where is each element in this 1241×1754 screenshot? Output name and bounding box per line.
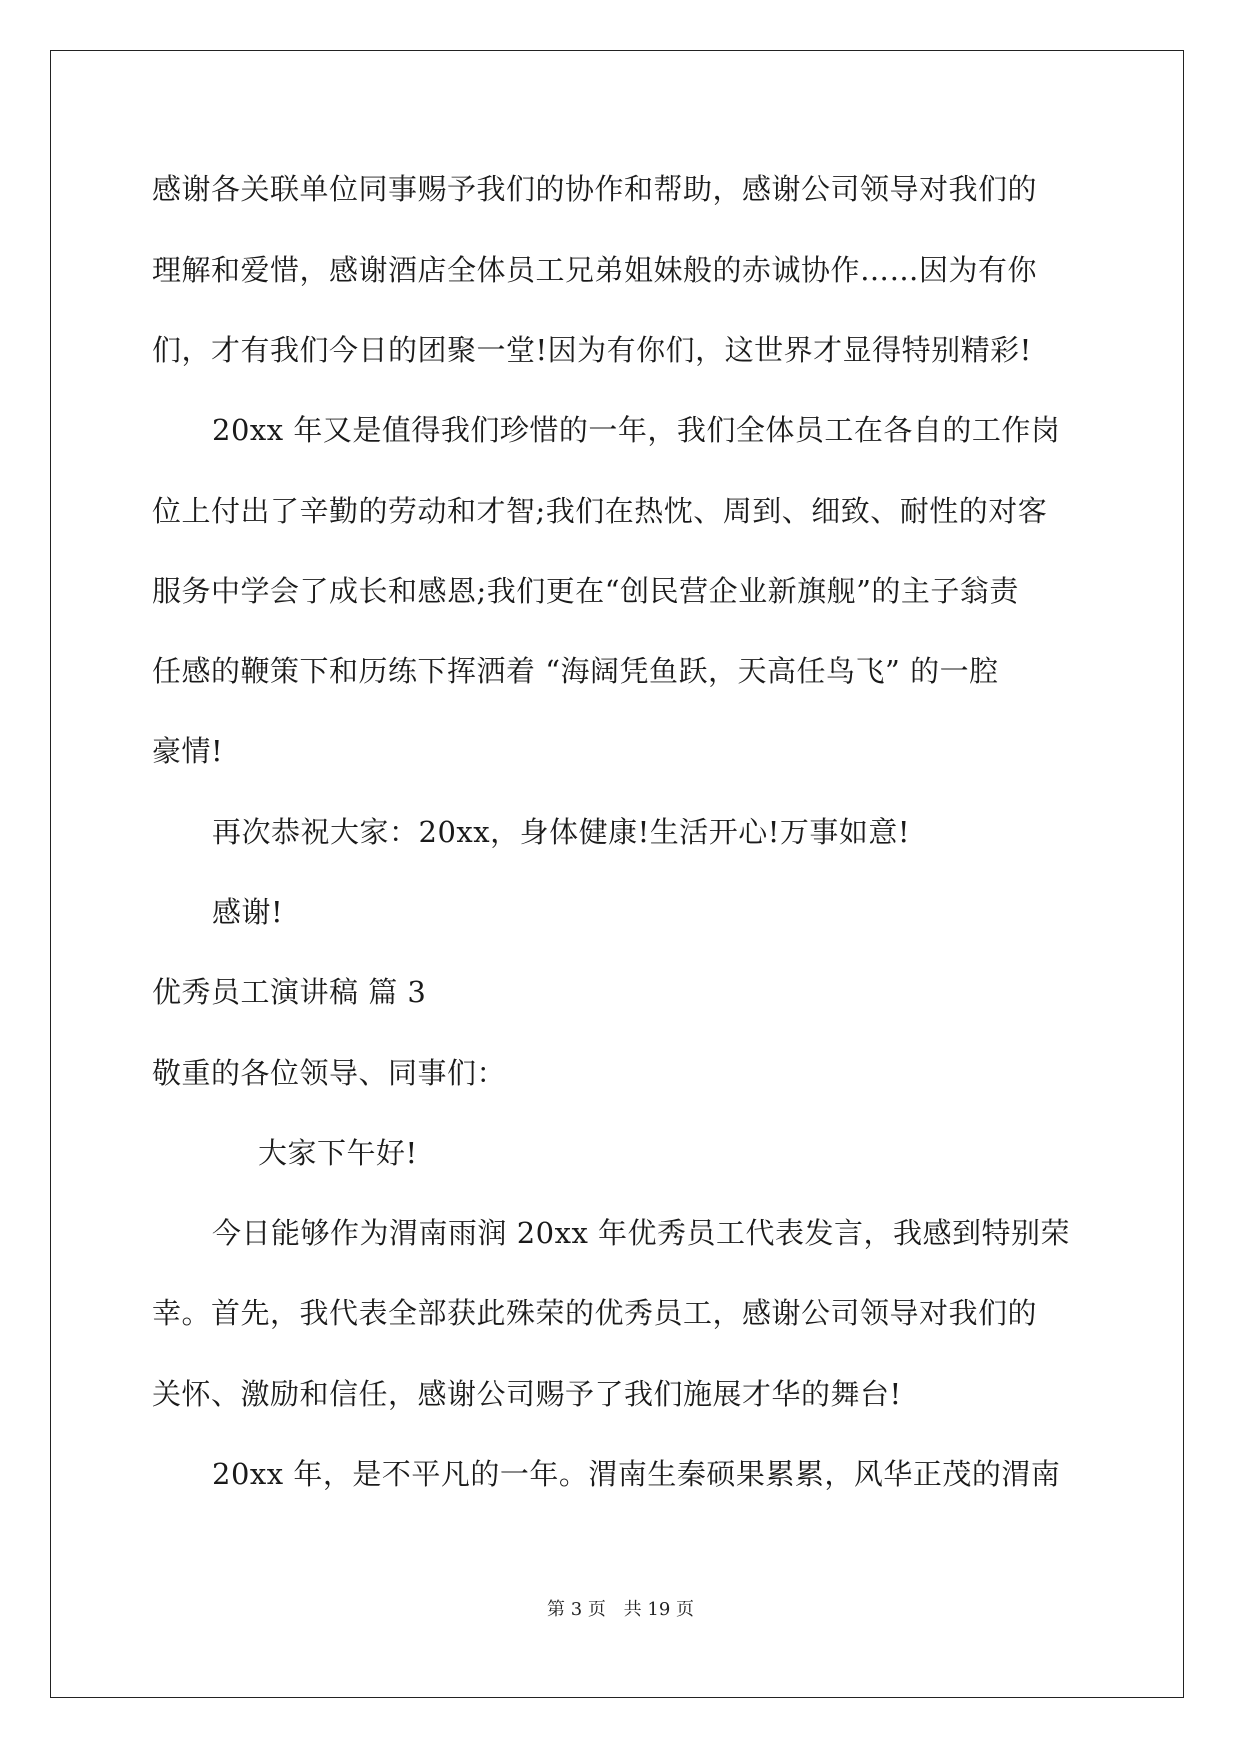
page-border: [50, 50, 1184, 1698]
text-line: 关怀、激励和信任，感谢公司赐予了我们施展才华的舞台!: [152, 1377, 902, 1411]
paragraph-start: 20xx 年又是值得我们珍惜的一年，我们全体员工在各自的工作岗: [212, 413, 1061, 447]
greeting: 大家下午好!: [258, 1136, 418, 1170]
page-total: 共 19 页: [623, 1599, 694, 1620]
page-number: 第 3 页: [547, 1599, 606, 1620]
text-line: 感谢各关联单位同事赐予我们的协作和帮助，感谢公司领导对我们的: [152, 172, 1038, 206]
text-line: 豪情!: [152, 734, 224, 768]
closing-thanks: 感谢!: [212, 895, 284, 929]
text-line: 服务中学会了成长和感恩;我们更在“创民营企业新旗舰”的主子翁责: [152, 574, 1019, 608]
text-line: 任感的鞭策下和历练下挥洒着 “海阔凭鱼跃，天高任鸟飞” 的一腔: [152, 654, 999, 688]
page-footer: [0, 1598, 1241, 1622]
salutation: 敬重的各位领导、同事们：: [152, 1056, 507, 1090]
paragraph-start: 20xx 年，是不平凡的一年。渭南生秦硕果累累，风华正茂的渭南: [212, 1457, 1061, 1491]
text-line: 幸。首先，我代表全部获此殊荣的优秀员工，感谢公司领导对我们的: [152, 1296, 1038, 1330]
text-line: 位上付出了辛勤的劳动和才智;我们在热忱、周到、细致、耐性的对客: [152, 494, 1048, 528]
text-line: 理解和爱惜，感谢酒店全体员工兄弟姐妹般的赤诚协作……因为有你: [152, 253, 1038, 287]
section-heading: 优秀员工演讲稿 篇 3: [152, 975, 427, 1009]
paragraph-start: 今日能够作为渭南雨润 20xx 年优秀员工代表发言，我感到特别荣: [212, 1216, 1071, 1250]
closing-wish: 再次恭祝大家：20xx，身体健康!生活开心!万事如意!: [212, 815, 911, 849]
text-line: 们，才有我们今日的团聚一堂!因为有你们，这世界才显得特别精彩!: [152, 333, 1032, 367]
